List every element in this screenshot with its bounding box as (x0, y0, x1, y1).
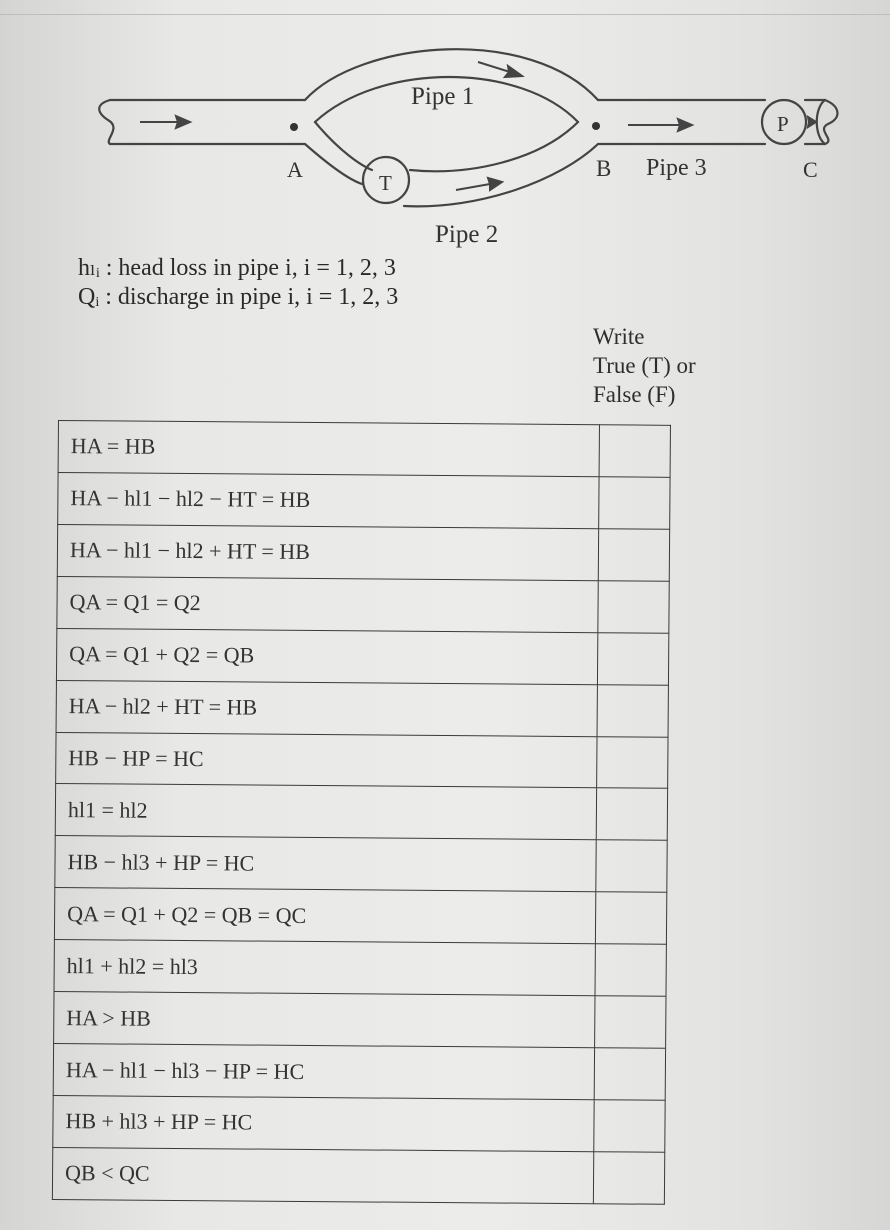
pipe-network-diagram (0, 0, 890, 250)
instruction-line-1: Write (593, 324, 645, 349)
equation-row (55, 784, 667, 841)
pipe2-outer-wall (305, 144, 362, 184)
pipe2-outer-wall-right (404, 144, 598, 206)
equation-row (58, 421, 670, 478)
equation-cell: HA − hl1 − hl2 − HT = HB (58, 472, 599, 528)
equation-cell: hl1 = hl2 (55, 784, 596, 840)
legend-discharge: Qᵢ : discharge in pipe i, i = 1, 2, 3 (78, 284, 399, 310)
equation-cell: QA = Q1 + Q2 = QB (56, 628, 597, 684)
equation-row (58, 472, 670, 529)
equation-cell: HA − hl1 − hl2 + HT = HB (57, 524, 598, 580)
equation-row (54, 992, 666, 1049)
answer-cell[interactable] (597, 632, 668, 684)
pump-label: P (777, 112, 789, 136)
equation-row (54, 940, 666, 997)
turbine-label: T (379, 171, 392, 195)
pipe2-inner-wall (315, 122, 372, 170)
pipe1-label: Pipe 1 (411, 83, 475, 110)
answer-cell[interactable] (598, 581, 669, 633)
pipe2-inner-wall-right (410, 122, 578, 171)
equation-cell: HA − hl2 + HT = HB (56, 680, 597, 736)
equation-cell: HB + hl3 + HP = HC (53, 1095, 594, 1151)
answer-cell[interactable] (597, 736, 668, 788)
pipe3-label: Pipe 3 (646, 155, 707, 181)
equation-row (56, 680, 668, 737)
node-a-dot (290, 123, 298, 131)
answer-cell[interactable] (594, 1048, 665, 1100)
equation-cell: HB − HP = HC (56, 732, 597, 788)
legend-head-loss: hₗᵢ : head loss in pipe i, i = 1, 2, 3 (78, 255, 396, 281)
answer-cell[interactable] (596, 840, 667, 892)
equation-row (56, 628, 668, 685)
flow-arrowhead-inlet (176, 116, 190, 128)
equation-cell: QB < QC (52, 1147, 593, 1203)
node-b-dot (592, 122, 600, 130)
answer-cell[interactable] (598, 529, 669, 581)
flow-arrow-pipe1 (478, 62, 510, 72)
true-false-instruction (593, 322, 696, 409)
equation-row (57, 524, 669, 581)
equation-table (52, 420, 671, 1205)
equation-cell: HA = HB (58, 421, 599, 477)
instruction-line-3: False (F) (593, 382, 676, 407)
answer-cell[interactable] (595, 892, 666, 944)
flow-arrowhead-outlet (808, 117, 816, 127)
variable-legend (78, 254, 398, 312)
flow-arrowhead-pipe3 (678, 119, 692, 131)
inlet-pipe-end-cap (99, 100, 113, 144)
outlet-end-cap-back (817, 100, 825, 144)
equation-row (54, 888, 666, 945)
equation-cell: HA > HB (54, 992, 595, 1048)
equation-table-body (52, 421, 670, 1205)
equation-row (56, 732, 668, 789)
equation-row (52, 1147, 664, 1204)
equation-row (53, 1044, 665, 1101)
equation-row (53, 1095, 665, 1152)
equation-cell: QA = Q1 = Q2 (57, 576, 598, 632)
answer-cell[interactable] (599, 425, 670, 477)
answer-cell[interactable] (595, 944, 666, 996)
answer-cell[interactable] (596, 788, 667, 840)
equation-cell: hl1 + hl2 = hl3 (54, 940, 595, 996)
node-c-label: C (803, 157, 818, 182)
answer-cell[interactable] (594, 1100, 665, 1152)
equation-cell: HA − hl1 − hl3 − HP = HC (53, 1044, 594, 1100)
equation-cell: QA = Q1 + Q2 = QB = QC (54, 888, 595, 944)
flow-arrow-pipe2 (456, 184, 490, 190)
answer-cell[interactable] (599, 477, 670, 529)
equation-row (57, 576, 669, 633)
pipe2-label: Pipe 2 (435, 221, 499, 248)
answer-cell[interactable] (593, 1152, 664, 1205)
outlet-end-cap (824, 100, 837, 144)
instruction-line-2: True (T) or (593, 353, 696, 378)
node-a-label: A (287, 157, 303, 182)
equation-cell: HB − hl3 + HP = HC (55, 836, 596, 892)
answer-cell[interactable] (595, 996, 666, 1048)
flow-arrowhead-pipe2 (488, 178, 502, 190)
equation-row (55, 836, 667, 893)
node-b-label: B (596, 156, 612, 181)
answer-cell[interactable] (597, 684, 668, 736)
